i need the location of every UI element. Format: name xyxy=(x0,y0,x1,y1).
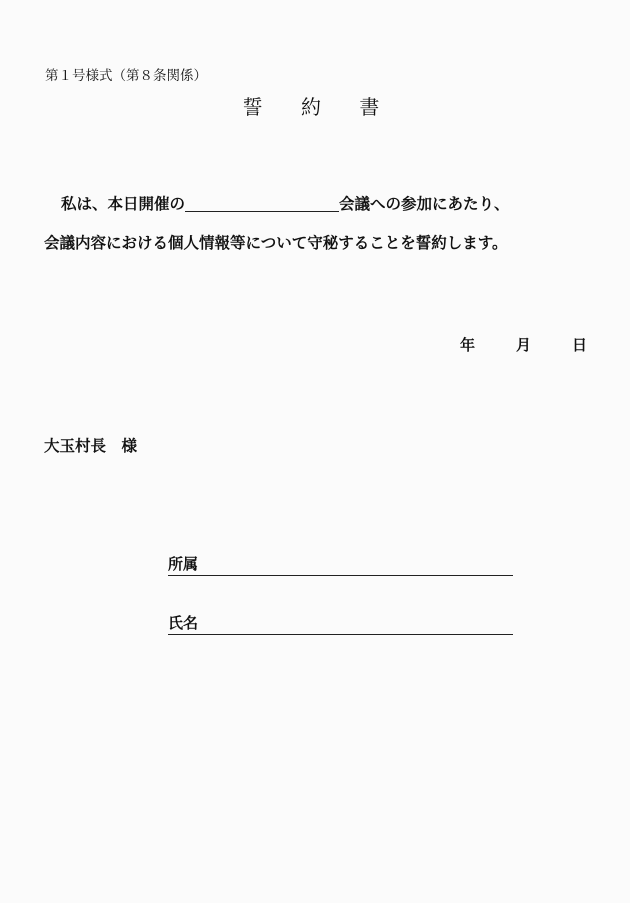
form-number: 第１号様式（第８条関係） xyxy=(45,68,207,84)
addressee: 大玉村長 様 xyxy=(44,436,138,455)
year-label: 年 xyxy=(460,336,476,354)
pledge-text-after-blank: 会議への参加にあたり、 xyxy=(339,194,510,213)
name-label: 氏名 xyxy=(168,614,199,632)
affiliation-label: 所属 xyxy=(168,555,199,573)
affiliation-field[interactable] xyxy=(168,553,513,576)
pledge-text-before-blank: 私は、本日開催の xyxy=(61,194,186,213)
meeting-name-blank[interactable] xyxy=(185,193,339,212)
day-label: 日 xyxy=(572,336,588,354)
document-title: 誓 約 書 xyxy=(242,95,396,119)
name-field[interactable] xyxy=(168,612,513,635)
pledge-line-2: 会議内容における個人情報等について守秘することを誓約します。 xyxy=(44,233,508,252)
pledge-line-1 xyxy=(45,193,510,215)
month-label: 月 xyxy=(516,336,532,354)
